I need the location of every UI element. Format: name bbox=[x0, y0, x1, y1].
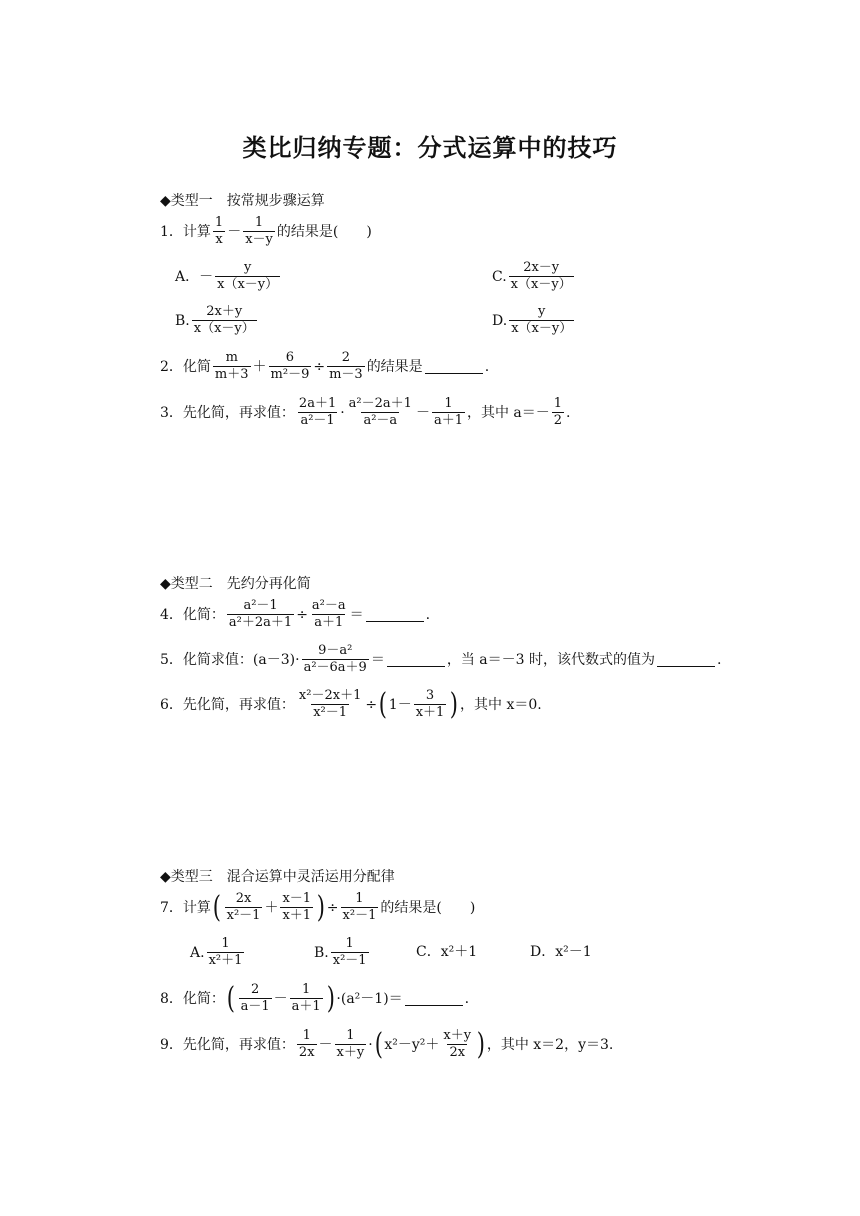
math-text: x bbox=[215, 232, 223, 247]
math-text: B. bbox=[175, 312, 190, 329]
math-text: . bbox=[464, 990, 470, 1007]
math-text: ( bbox=[226, 980, 235, 1016]
answer-blank[interactable] bbox=[387, 652, 445, 667]
math-text: ) bbox=[316, 889, 326, 925]
math-text: D． bbox=[530, 944, 556, 960]
math-text: x（x－y） bbox=[217, 277, 279, 292]
math-text: 4． bbox=[160, 606, 183, 623]
math-text: . bbox=[716, 651, 722, 668]
math-text: ) bbox=[476, 1026, 486, 1062]
fraction bbox=[269, 350, 312, 383]
math-text: A. bbox=[190, 944, 205, 961]
math-text: C． bbox=[416, 944, 441, 960]
math-text: 2x bbox=[449, 1045, 466, 1060]
fraction bbox=[297, 1028, 317, 1061]
math-text: 化简 bbox=[182, 358, 211, 375]
math-text: x²－1 bbox=[226, 908, 261, 923]
math-text: 1 bbox=[345, 936, 354, 951]
math-text: 1 bbox=[214, 215, 224, 230]
math-text: x＋1 bbox=[415, 705, 445, 720]
math-text: x（x－y） bbox=[511, 321, 573, 336]
math-text: ÷ bbox=[326, 899, 339, 916]
math-text: 1 bbox=[302, 982, 311, 997]
math-text: 2x bbox=[298, 1045, 315, 1060]
page-title: 类比归纳专题：分式运算中的技巧 bbox=[242, 134, 618, 162]
question-3 bbox=[160, 396, 571, 429]
fraction bbox=[327, 350, 365, 383]
math-text: · bbox=[368, 1036, 373, 1053]
fraction bbox=[239, 982, 272, 1015]
question-1 bbox=[160, 215, 372, 248]
answer-blank[interactable] bbox=[657, 652, 715, 667]
math-text: x²＋1 bbox=[440, 944, 478, 960]
fraction bbox=[552, 396, 564, 429]
fraction bbox=[213, 215, 225, 248]
option-d bbox=[492, 304, 576, 337]
math-text: x²－1 bbox=[313, 705, 348, 720]
math-text: ÷ bbox=[313, 358, 326, 375]
math-text: 计算 bbox=[182, 899, 211, 916]
math-text: 6 bbox=[285, 350, 295, 365]
math-text: 3 bbox=[425, 688, 435, 703]
math-text: 计算 bbox=[182, 223, 211, 240]
math-text: 7． bbox=[160, 899, 183, 916]
fraction bbox=[432, 396, 465, 429]
answer-blank[interactable] bbox=[405, 991, 463, 1006]
fraction bbox=[509, 260, 574, 293]
math-text: ( bbox=[374, 1026, 383, 1062]
math-text: x＋y bbox=[336, 1045, 365, 1060]
math-text: － bbox=[415, 404, 430, 421]
fraction bbox=[341, 891, 379, 924]
math-text: C. bbox=[492, 268, 507, 285]
option-a bbox=[175, 260, 282, 293]
math-text: m bbox=[225, 350, 238, 365]
math-text: x（x－y） bbox=[193, 321, 255, 336]
option-b bbox=[175, 304, 259, 337]
fraction bbox=[441, 1028, 473, 1061]
math-text: m＋3 bbox=[214, 367, 249, 382]
math-text: a＋1 bbox=[433, 413, 463, 428]
math-text: ( bbox=[378, 686, 388, 722]
math-text: ＝ bbox=[349, 606, 364, 623]
question-2 bbox=[160, 350, 489, 383]
math-text: 9－a² bbox=[318, 643, 353, 658]
math-text: . bbox=[425, 606, 431, 623]
section-header-type3: ◆类型三 混合运算中灵活运用分配律 bbox=[160, 869, 395, 885]
math-text: A．－ bbox=[175, 268, 214, 285]
math-text: 8． bbox=[160, 990, 183, 1007]
fraction bbox=[414, 688, 447, 721]
question-9 bbox=[160, 1028, 613, 1061]
math-text: 1 bbox=[444, 396, 453, 411]
math-text: y bbox=[538, 304, 546, 319]
fraction bbox=[310, 598, 348, 631]
math-text: x－y bbox=[245, 232, 273, 247]
math-text: x（x－y） bbox=[510, 277, 572, 292]
math-text: a²－a bbox=[363, 413, 398, 428]
math-text: · bbox=[340, 404, 345, 421]
math-text: a²＋2a＋1 bbox=[228, 615, 293, 630]
math-text: 1． bbox=[160, 223, 183, 240]
math-text: a＋1 bbox=[291, 999, 321, 1014]
fraction bbox=[302, 643, 369, 676]
math-text: ，当 a＝－3 时，该代数式的值为 bbox=[446, 651, 655, 668]
math-text: a²－2a＋1 bbox=[348, 396, 412, 411]
math-text: m²－9 bbox=[270, 367, 310, 382]
math-text: 化简求值：(a－3)· bbox=[182, 651, 300, 668]
math-text: 2x bbox=[235, 891, 252, 906]
fraction bbox=[297, 396, 338, 429]
math-text: ＝ bbox=[370, 651, 385, 668]
math-text: a²－1 bbox=[300, 413, 335, 428]
math-text: x＋1 bbox=[282, 908, 312, 923]
math-text: 2 bbox=[341, 350, 351, 365]
fraction bbox=[331, 936, 369, 969]
math-text: 2x＋y bbox=[206, 304, 243, 319]
fraction bbox=[280, 891, 313, 924]
question-7 bbox=[160, 891, 475, 924]
option-d bbox=[530, 945, 592, 959]
math-text: ) bbox=[450, 686, 459, 722]
math-text: 2． bbox=[160, 358, 183, 375]
math-text: 的结果是 bbox=[366, 358, 423, 375]
math-text: ＋ bbox=[264, 899, 279, 916]
math-text: a²－6a＋9 bbox=[303, 660, 367, 675]
math-text: － bbox=[273, 990, 288, 1007]
option-c bbox=[492, 260, 576, 293]
math-text: ÷ bbox=[296, 606, 308, 623]
math-text: ·(a²－1)＝ bbox=[336, 990, 403, 1007]
fraction bbox=[290, 982, 323, 1015]
math-text: 的结果是( ) bbox=[276, 223, 372, 240]
math-text: 化简： bbox=[182, 990, 225, 1007]
math-text: 1 bbox=[346, 1028, 355, 1043]
option-c bbox=[416, 945, 477, 959]
option-b bbox=[314, 936, 371, 969]
fraction bbox=[335, 1028, 367, 1061]
math-text: 先化简，再求值： bbox=[182, 696, 295, 713]
fraction bbox=[207, 936, 245, 969]
math-text: 6． bbox=[160, 696, 183, 713]
math-text: ÷ bbox=[365, 696, 378, 713]
fraction bbox=[297, 688, 363, 721]
math-text: m－3 bbox=[329, 367, 363, 382]
section-header-type2: ◆类型二 先约分再化简 bbox=[160, 576, 311, 592]
math-text: y bbox=[243, 260, 252, 275]
fraction bbox=[243, 215, 275, 248]
math-text: 的结果是( ) bbox=[380, 899, 476, 916]
math-text: x＋y bbox=[443, 1028, 472, 1043]
math-text: ，其中 a＝－ bbox=[466, 404, 550, 421]
math-text: ＋ bbox=[252, 358, 267, 375]
question-4 bbox=[160, 598, 430, 631]
math-text: x²＋1 bbox=[208, 953, 243, 968]
math-text: 1 bbox=[302, 1028, 311, 1043]
math-text: 5． bbox=[160, 651, 183, 668]
math-text: a＋1 bbox=[314, 615, 344, 630]
math-text: x²－1 bbox=[332, 953, 367, 968]
math-text: . bbox=[566, 404, 571, 421]
math-text: x²－1 bbox=[342, 908, 377, 923]
math-text: － bbox=[318, 1036, 333, 1053]
fraction bbox=[213, 350, 251, 383]
math-text: a²－1 bbox=[243, 598, 278, 613]
math-text: － bbox=[227, 223, 242, 240]
math-text: 2a＋1 bbox=[298, 396, 337, 411]
math-text: 2 bbox=[553, 413, 563, 428]
fraction bbox=[215, 260, 280, 293]
fraction bbox=[225, 891, 263, 924]
math-text: x²－2x＋1 bbox=[298, 688, 362, 703]
math-text: ( bbox=[212, 889, 221, 925]
answer-blank[interactable] bbox=[425, 359, 483, 374]
question-8 bbox=[160, 982, 469, 1015]
math-text: 2 bbox=[251, 982, 260, 997]
fraction bbox=[347, 396, 414, 429]
math-text: B. bbox=[314, 944, 329, 961]
section-header-type1: ◆类型一 按常规步骤运算 bbox=[160, 193, 325, 209]
math-text: x²－1 bbox=[555, 944, 592, 960]
math-text: x²－y²＋ bbox=[384, 1036, 440, 1053]
math-text: 2x－y bbox=[523, 260, 560, 275]
math-text: . bbox=[484, 358, 490, 375]
math-text: 1 bbox=[553, 396, 563, 411]
math-text: 1－ bbox=[388, 696, 412, 713]
math-text: ，其中 x＝0. bbox=[460, 696, 542, 713]
math-text: ) bbox=[326, 980, 335, 1016]
math-text: 1 bbox=[221, 936, 230, 951]
math-text: 9． bbox=[160, 1036, 183, 1053]
math-text: D. bbox=[492, 312, 508, 329]
option-a bbox=[190, 936, 246, 969]
math-text: a²－a bbox=[311, 598, 346, 613]
math-text: 1 bbox=[254, 215, 264, 230]
math-text: 化简： bbox=[182, 606, 225, 623]
math-text: a－1 bbox=[240, 999, 270, 1014]
fraction bbox=[192, 304, 257, 337]
question-6 bbox=[160, 688, 542, 721]
question-5 bbox=[160, 643, 721, 676]
math-text: 1 bbox=[355, 891, 364, 906]
math-text: x－1 bbox=[282, 891, 312, 906]
fraction bbox=[509, 304, 574, 337]
answer-blank[interactable] bbox=[366, 607, 424, 622]
math-text: 先化简，再求值： bbox=[182, 1036, 295, 1053]
fraction bbox=[227, 598, 294, 631]
math-text: ，其中 x＝2，y＝3. bbox=[486, 1036, 614, 1053]
math-text: 3． bbox=[160, 404, 183, 421]
math-text: 先化简，再求值： bbox=[182, 404, 295, 421]
